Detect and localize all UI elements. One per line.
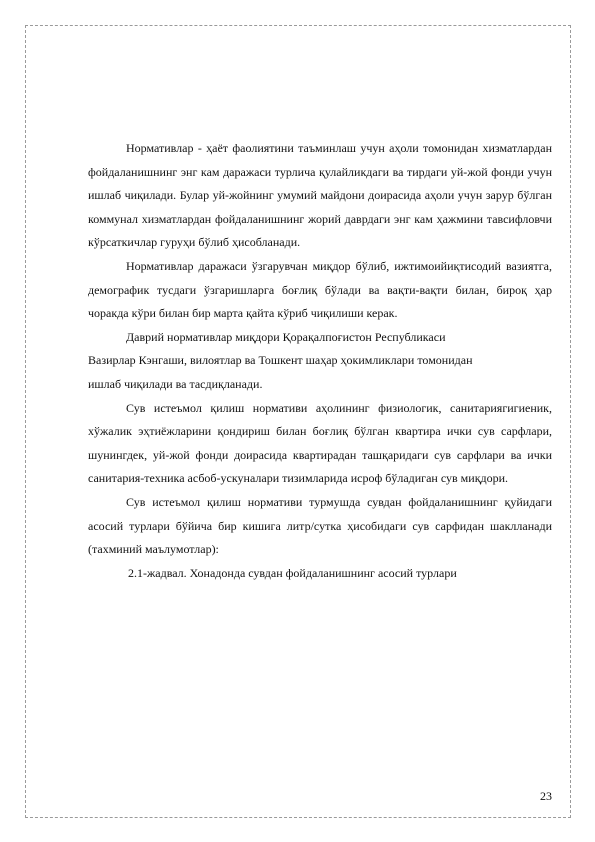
page-number: 23 xyxy=(540,789,552,803)
text-line: ишлаб чиқилади ва тасдиқланади. xyxy=(88,376,263,391)
text-line: Вазирлар Кэнгаши, вилоятлар ва Тошкент шаҳар ҳокимликлари томонидан xyxy=(88,353,473,368)
paragraph: Сув истеъмол қилиш нормативи аҳолининг физиологик, санитариягигиеник, хўжалик эҳтиёжларини қондириш билан боғлиқ бўлган квартира ички сув сарфлари, шунингдек, уй-жой фонди доирасида квартирадан ташқаридаги сув сарфлари ва ички санитария-техника асбоб-ускуналари тизимларида исроф бўладиган сув миқдори. xyxy=(88,400,552,486)
text-line: Даврий нормативлар миқдори Қорақалпоғистон Республикаси xyxy=(126,329,446,344)
paragraph: Нормативлар - ҳаёт фаолиятини таъминлаш учун аҳоли томонидан хизматлардан фойдаланишнинг энг кам даражаси турлича қулайликдаги ва тирдаги уй-жой фонди учун ишлаб чиқилади. Булар уй-жойнинг умумий майдони доирасида аҳоли учун зарур бўлган коммунал хизматлардан фойдаланишнинг жорий даврдаги энг кам ҳажмини тавсифловчи кўрсаткичлар гуруҳи бўлиб ҳисобланади. xyxy=(88,141,552,250)
table-caption: 2.1-жадвал. Хонадонда сувдан фойдаланишнинг асосий турлари xyxy=(128,565,457,580)
paragraph: Сув истеъмол қилиш нормативи турмушда сувдан фойдаланишнинг қуйидаги асосий турлари бўйича бир кишига литр/сутка ҳисобидаги сув сарфидан шаклланади (тахминий маълумотлар): xyxy=(88,494,552,557)
paragraph: Нормативлар даражаси ўзгарувчан миқдор бўлиб, ижтимоийиқтисодий вазиятга, демографик тусдаги ўзгаришларга боғлиқ бўлади ва вақти-вақти билан, бироқ ҳар чоракда кўри билан бир марта қайта кўриб чиқилиши керак. xyxy=(88,258,552,321)
document-body xyxy=(88,137,552,585)
